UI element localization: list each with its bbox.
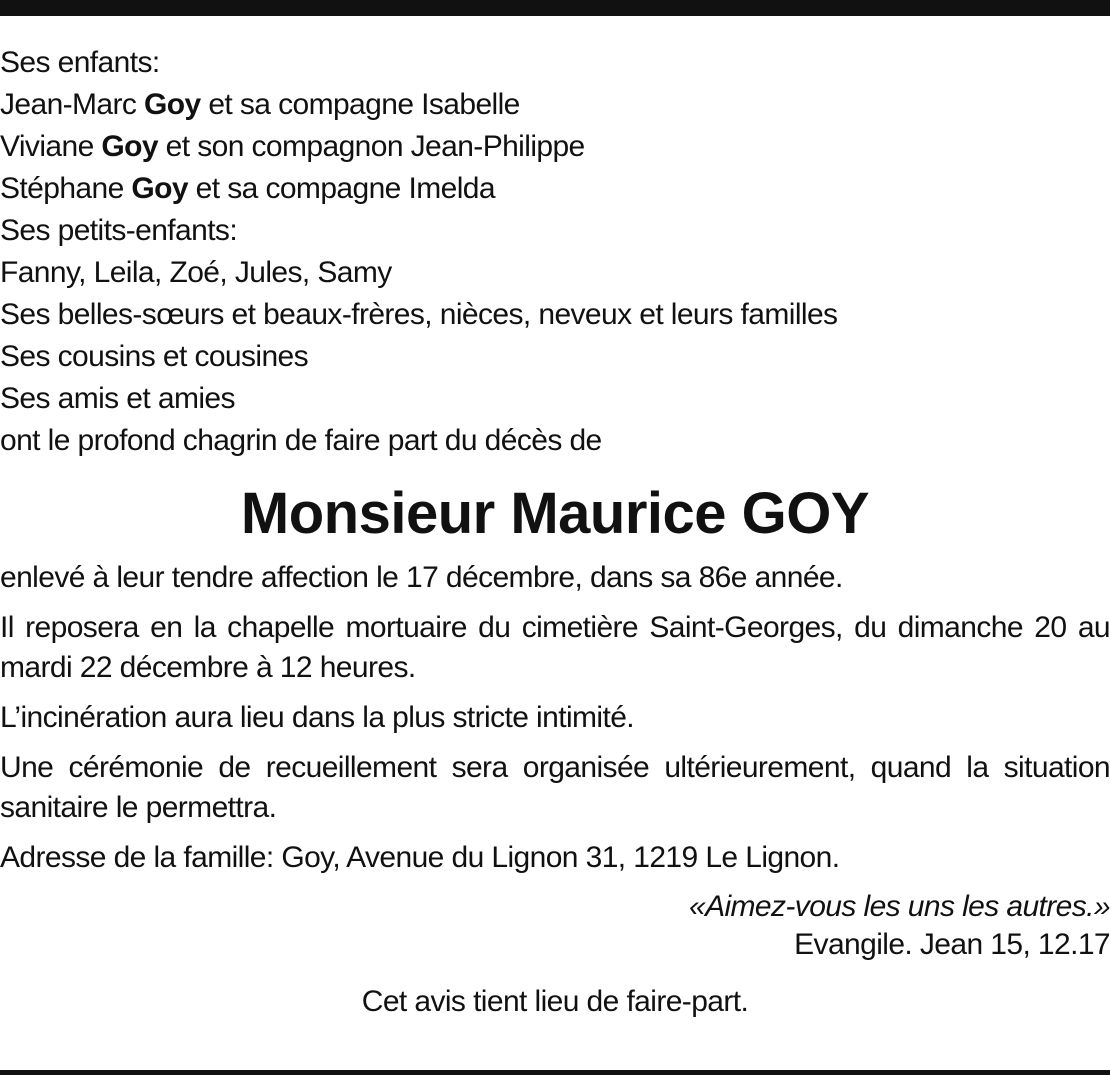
- paragraph-passing: enlevé à leur tendre affection le 17 décembre, dans sa 86e année.: [0, 561, 843, 594]
- top-rule: [0, 0, 1110, 16]
- family-line: Stéphane Goy et sa compagne Imelda: [0, 172, 495, 205]
- deceased-name: Monsieur Maurice GOY: [240, 481, 870, 546]
- family-line: Viviane Goy et son compagnon Jean-Philippe: [0, 130, 585, 163]
- paragraph-cremation: L’incinération aura lieu dans la plus stricte intimité.: [0, 701, 635, 734]
- family-line: Ses belles-sœurs et beaux-frères, nièces, neveux et leurs familles: [0, 298, 838, 331]
- family-line: Ses amis et amies: [0, 382, 235, 415]
- closing-note: Cet avis tient lieu de faire-part.: [361, 985, 749, 1018]
- family-line: Ses enfants:: [0, 46, 160, 79]
- family-line: Ses petits-enfants:: [0, 214, 238, 247]
- family-list: [0, 42, 1110, 462]
- family-line: Ses cousins et cousines: [0, 340, 309, 373]
- paragraph-ceremony: Une cérémonie de recueillement sera organisée ultérieurement, quand la situation sanitaire le permettra.: [0, 751, 1110, 824]
- bible-quote: «Aimez-vous les uns les autres.»: [688, 890, 1110, 923]
- paragraph-address: Adresse de la famille: Goy, Avenue du Lignon 31, 1219 Le Lignon.: [0, 841, 840, 874]
- obituary-notice: [0, 42, 1110, 1022]
- paragraph-viewing: Il reposera en la chapelle mortuaire du cimetière Saint-Georges, du dimanche 20 au mardi 22 décembre à 12 heures.: [0, 611, 1110, 684]
- family-line: ont le profond chagrin de faire part du décès de: [0, 424, 602, 457]
- bottom-rule: [0, 1070, 1110, 1075]
- family-line: Jean-Marc Goy et sa compagne Isabelle: [0, 88, 520, 121]
- quote-source: Evangile. Jean 15, 12.17: [794, 928, 1110, 961]
- family-line: Fanny, Leila, Zoé, Jules, Samy: [0, 256, 392, 289]
